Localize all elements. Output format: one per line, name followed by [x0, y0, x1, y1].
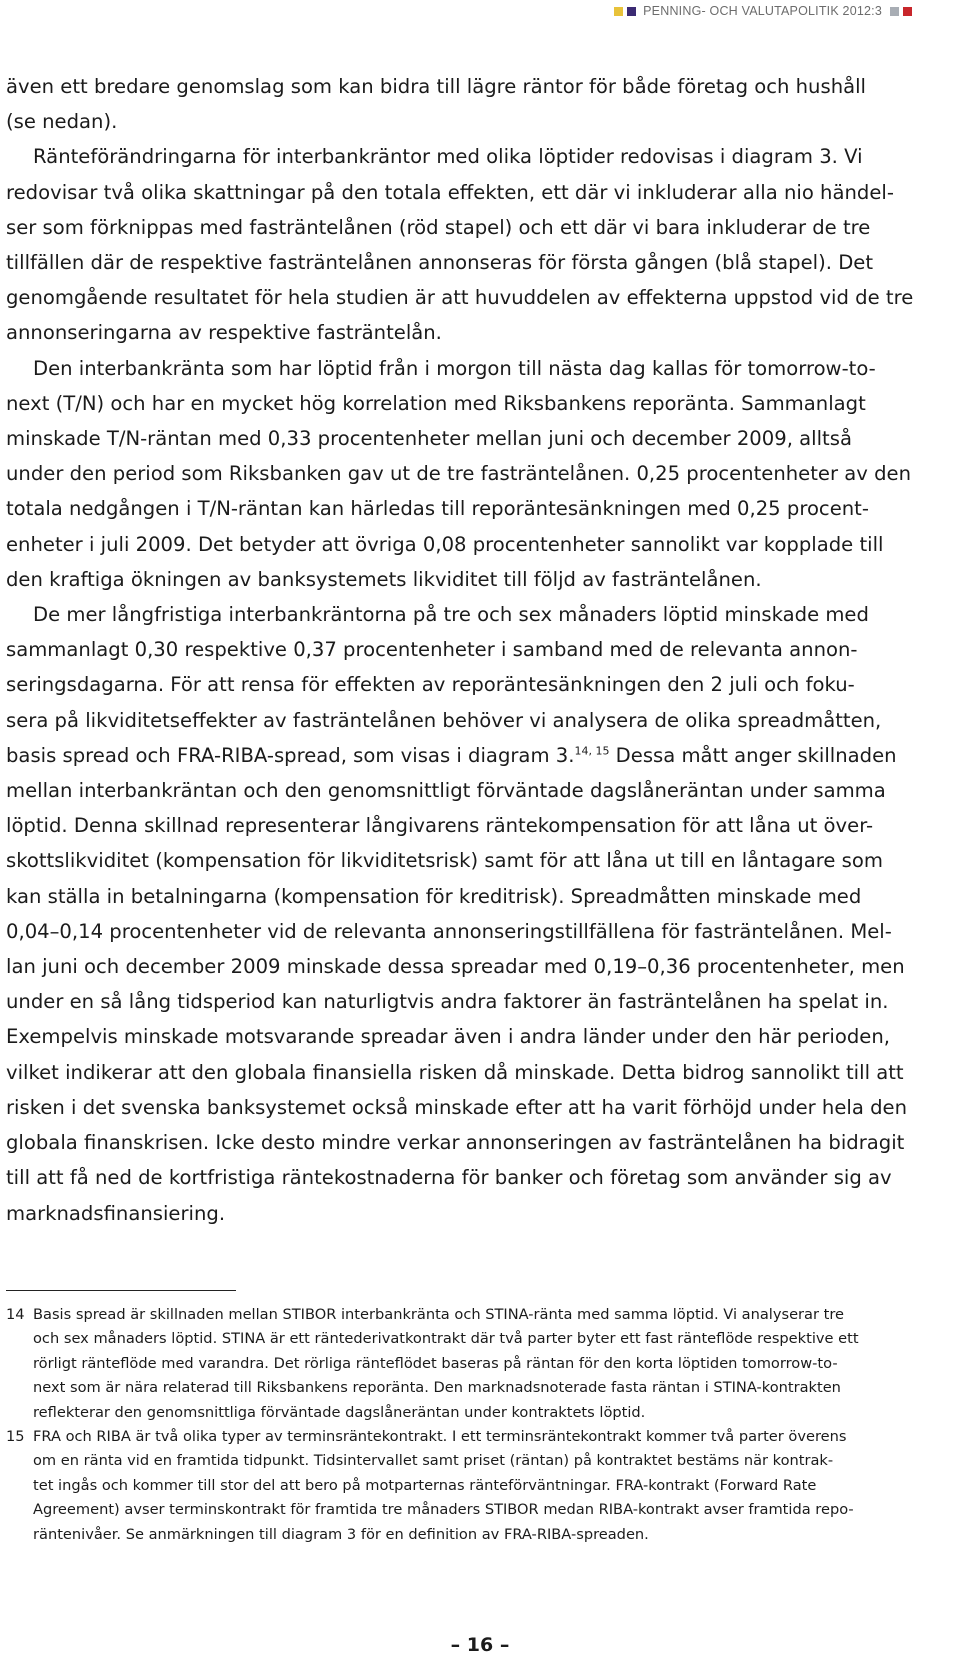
running-header: [614, 0, 912, 22]
paragraph-2: [6, 139, 952, 350]
footnotes: [6, 1303, 952, 1547]
text-line: minskade T/N-räntan med 0,33 procentenheter mellan juni och december 2009, alltså: [6, 427, 852, 451]
text-line: reflekterar den genomsnittliga förväntade dagslåneräntan under kontraktets löptid.: [33, 1403, 646, 1421]
text-line: seringsdagarna. För att rensa för effekten av reporäntesänkningen den 2 juli och foku-: [6, 673, 855, 697]
text-line: next (T/N) och har en mycket hög korrelation med Riksbankens reporänta. Sammanlagt: [6, 391, 866, 415]
text-line: Agreement) avser terminskontrakt för framtida tre månaders STIBOR medan RIBA-kontrakt avser framtida repo-: [33, 1501, 854, 1519]
text-line: rörligt ränteflöde med varandra. Det rörliga ränteflödet baseras på räntan för den korta löptiden tomorrow-to-: [33, 1354, 838, 1372]
body-text: [6, 69, 952, 1231]
footnote-text: [33, 1425, 952, 1547]
text-line: mellan interbankräntan och den genomsnittligt förväntade dagslåneräntan under samma: [6, 779, 886, 803]
paragraph-3: [6, 351, 952, 597]
text-line: enheter i juli 2009. Det betyder att övriga 0,08 procentenheter sannolikt var kopplade till: [6, 532, 884, 556]
text-line: tet ingås och kommer till stor del att bero på motparternas ränteförväntningar. FRA-kontrakt (Forward Rate: [33, 1476, 817, 1494]
text-line: Den interbankränta som har löptid från i morgon till nästa dag kallas för tomorrow-to-: [33, 356, 876, 380]
footnote-divider: [6, 1290, 236, 1291]
text-line: risken i det svenska banksystemet också minskade efter att ha varit förhöjd under hela den: [6, 1095, 907, 1119]
text-line: kan ställa in betalningarna (kompensation för kreditrisk). Spreadmåtten minskade med: [6, 884, 862, 908]
text-line: next som är nära relaterad till Riksbankens reporänta. Den marknadsnoterade fasta räntan i STINA-kontrakten: [33, 1379, 841, 1397]
text-line: skottslikviditet (kompensation för likviditetsrisk) samt för att låna ut till en låntagare som: [6, 849, 883, 873]
text-line: redovisar två olika skattningar på den totala effekten, ett där vi inkluderar alla nio händel-: [6, 180, 894, 204]
text-line: globala finanskrisen. Icke desto mindre verkar annonseringen av fasträntelånen ha bidragit: [6, 1131, 905, 1155]
text-line: 0,04–0,14 procentenheter vid de relevanta annonseringstillfällena för fasträntelånen. Mel-: [6, 919, 892, 943]
paragraph-1: [6, 69, 952, 139]
footnote-text: [33, 1303, 952, 1425]
footnote-15: [6, 1425, 952, 1547]
text-line: FRA och RIBA är två olika typer av terminsräntekontrakt. I ett terminsräntekontrakt kommer två parter överens: [33, 1428, 847, 1446]
text-line: De mer långfristiga interbankräntorna på tre och sex månaders löptid minskade med: [33, 603, 869, 627]
text-line: totala nedgången i T/N-räntan kan härledas till reporäntesänkningen med 0,25 procent-: [6, 497, 869, 521]
text-line: sera på likviditetseffekter av fasträntelånen behöver vi analysera de olika spreadmåtten,: [6, 708, 882, 732]
text-line: Exempelvis minskade motsvarande spreadar även i andra länder under den här perioden,: [6, 1025, 890, 1049]
text-line: under en så lång tidsperiod kan naturligtvis andra faktorer än fasträntelånen ha spelat in.: [6, 990, 889, 1014]
text-line: marknadsfinansiering.: [6, 1201, 226, 1225]
text-line: under den period som Riksbanken gav ut de tre fasträntelånen. 0,25 procentenheter av den: [6, 462, 911, 486]
text-line: Basis spread är skillnaden mellan STIBOR interbankränta och STINA-ränta med samma löptid. Vi analyserar tre: [33, 1306, 845, 1323]
header-square-yellow: [614, 7, 623, 16]
footnote-14: [6, 1303, 952, 1425]
footnote-number: 15: [6, 1428, 25, 1446]
text-line: annonseringarna av respektive fasträntelån.: [6, 321, 442, 345]
text-line: lan juni och december 2009 minskade dessa spreadar med 0,19–0,36 procentenheter, men: [6, 955, 905, 979]
text-line: sammanlagt 0,30 respektive 0,37 procentenheter i samband med de relevanta annon-: [6, 638, 858, 662]
text-line: löptid. Denna skillnad representerar långivarens räntekompensation för att låna ut över-: [6, 814, 874, 838]
text-line: räntenivåer. Se anmärkningen till diagram 3 för en definition av FRA-RIBA-spreaden.: [33, 1525, 649, 1543]
text-line: och sex månaders löptid. STINA är ett räntederivatkontrakt där två parter byter ett fast ränteflöde respektive ett: [33, 1330, 859, 1348]
page-number: – 16 –: [450, 1634, 510, 1656]
text-line: den kraftiga ökningen av banksystemets likviditet till följd av fasträntelånen.: [6, 567, 762, 591]
text-line: (se nedan).: [6, 110, 118, 134]
text-line-with-footnote-ref: [6, 738, 952, 773]
text-line: genomgående resultatet för hela studien är att huvuddelen av effekterna uppstod vid de tre: [6, 286, 914, 310]
text-line: vilket indikerar att den globala finansiella risken då minskade. Detta bidrog sannolikt till att: [6, 1060, 904, 1084]
header-square-grey: [890, 7, 899, 16]
text-line: ser som förknippas med fasträntelånen (röd stapel) och ett där vi bara inkluderar de tre: [6, 215, 871, 239]
text-line: även ett bredare genomslag som kan bidra till lägre räntor för både företag och hushåll: [6, 75, 867, 98]
header-square-purple: [627, 7, 636, 16]
text-line: Ränteförändringarna för interbankräntor med olika löptider redovisas i diagram 3. Vi: [33, 145, 863, 169]
paragraph-4: [6, 597, 952, 1231]
text-span: basis spread och FRA-RIBA-spread, som visas i diagram 3.: [6, 743, 575, 767]
text-line: tillfällen där de respektive fasträntelånen annonseras för första gången (blå stapel). Det: [6, 251, 874, 275]
footnote-reference[interactable]: 14, 15: [574, 744, 610, 758]
footnote-number: 14: [6, 1306, 25, 1323]
text-line: till att få ned de kortfristiga räntekostnaderna för banker och företag som använder sig av: [6, 1166, 892, 1190]
text-line: om en ränta vid en framtida tidpunkt. Tidsintervallet samt priset (räntan) på kontraktet bestäms när kontrak-: [33, 1452, 834, 1470]
text-span: Dessa mått anger skillnaden: [609, 743, 897, 767]
header-square-red: [903, 7, 912, 16]
header-title: PENNING- OCH VALUTAPOLITIK 2012:3: [643, 4, 882, 18]
